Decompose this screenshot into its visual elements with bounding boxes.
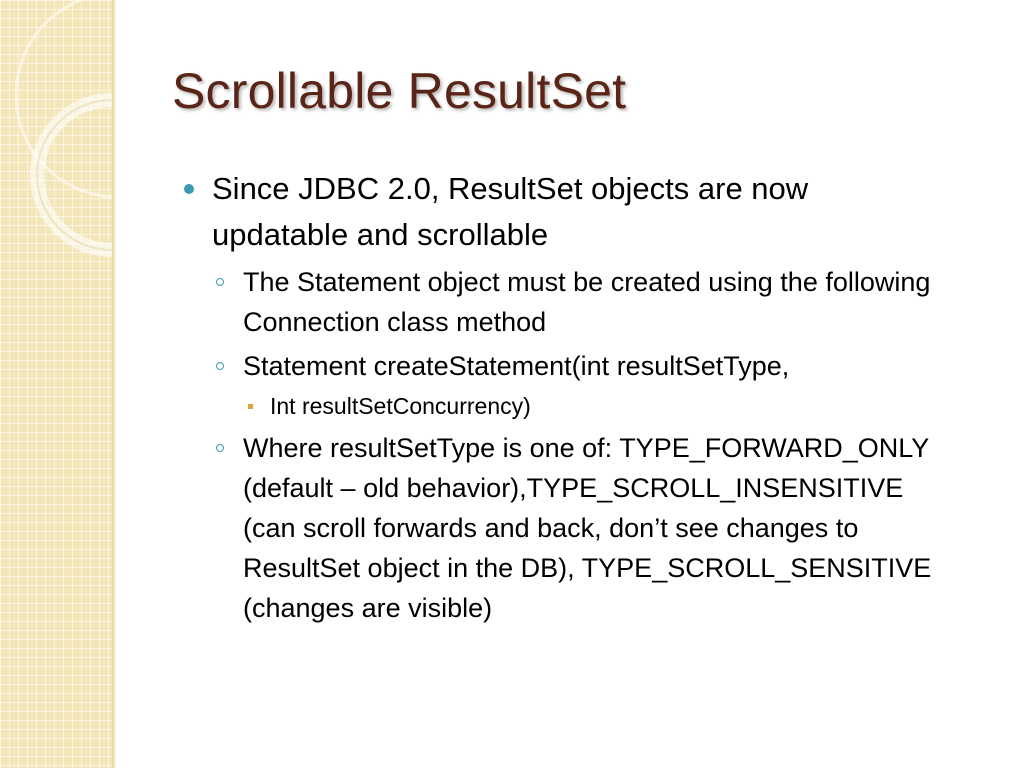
bullet-text: Statement createStatement(int resultSetType, (243, 351, 790, 381)
bullet-text: The Statement object must be created using the following Connection class method (243, 267, 931, 337)
decorative-sidebar (0, 0, 112, 768)
decorative-rings (0, 0, 112, 768)
bullet-list (184, 166, 984, 628)
bullet-text: Int resultSetConcurrency) (270, 393, 531, 419)
hollow-circle-bullet-icon (216, 362, 224, 370)
slide-title: Scrollable ResultSet (172, 63, 627, 119)
bullet-item-level3 (240, 388, 910, 424)
bullet-item-level2 (214, 262, 963, 342)
bullet-item-level1 (184, 166, 952, 258)
bullet-item-level2 (214, 346, 963, 386)
square-bullet-icon (248, 404, 253, 409)
bullet-item-level2 (214, 428, 963, 628)
hollow-circle-bullet-icon (216, 444, 224, 452)
filled-circle-bullet-icon (184, 184, 194, 194)
hollow-circle-bullet-icon (216, 278, 224, 286)
bullet-text: Where resultSetType is one of: TYPE_FORWARD_ONLY (default – old behavior),TYPE_SCROLL_INSENSITIVE (can scroll forwards and back, don’t see changes to ResultSet object in the DB), TYPE_SCROLL_SENSITIVE (changes are visible) (243, 433, 932, 623)
sidebar-edge (112, 0, 116, 768)
bullet-text: Since JDBC 2.0, ResultSet objects are now updatable and scrollable (212, 171, 809, 252)
